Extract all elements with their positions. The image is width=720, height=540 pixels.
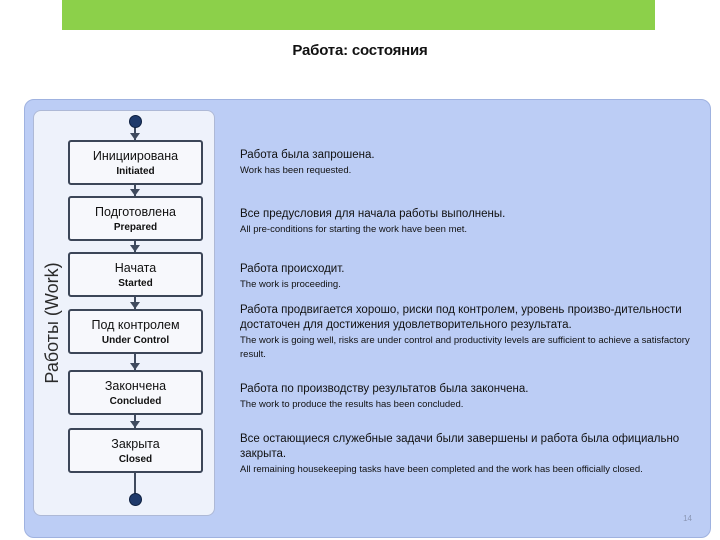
swimlane-label: Работы (Work) [42, 262, 62, 384]
state-description [240, 303, 690, 362]
state-name-ru: Начата [114, 261, 157, 275]
description-en: Work has been requested. [240, 165, 352, 176]
start-node-icon [129, 115, 142, 128]
state-name-ru: Инициирована [92, 149, 179, 163]
state-description [240, 382, 690, 412]
state-name-en: Closed [118, 454, 153, 465]
slide-title: Работа: состояния [292, 42, 428, 59]
end-node-icon [129, 493, 142, 506]
state-name-en: Initiated [116, 166, 155, 177]
state-name-en: Prepared [113, 222, 158, 233]
state-name-en: Concluded [109, 396, 162, 407]
description-ru: Работа по производству результатов была закончена. [240, 383, 529, 395]
description-ru: Работа продвигается хорошо, риски под контролем, уровень произво-дительности достаточен для достижения удовлетворительного результата. [240, 304, 682, 331]
state-under-control [68, 309, 203, 354]
description-en: The work is going well, risks are under control and productivity levels are sufficient to achieve a satisfactory result. [240, 335, 690, 360]
arrow-icon [130, 363, 140, 370]
state-initiated [68, 140, 203, 185]
description-en: The work is proceeding. [240, 279, 341, 290]
arrow-icon [130, 421, 140, 428]
state-name-ru: Под контролем [91, 318, 180, 332]
description-ru: Все остающиеся служебные задачи были завершены и работа была официально закрыта. [240, 433, 680, 460]
state-name-ru: Подготовлена [95, 205, 176, 219]
description-en: All remaining housekeeping tasks have been completed and the work has been officially closed. [240, 464, 643, 475]
arrow-icon [130, 302, 140, 309]
state-concluded [68, 370, 203, 415]
description-ru: Работа была запрошена. [240, 149, 375, 161]
state-name-ru: Закрыта [111, 437, 160, 451]
state-name-en: Under Control [101, 335, 170, 346]
state-closed [68, 428, 203, 473]
description-en: The work to produce the results has been concluded. [240, 399, 464, 410]
state-name-en: Started [118, 278, 153, 289]
state-description [240, 148, 690, 178]
arrow-icon [130, 189, 140, 196]
state-description [240, 432, 690, 477]
description-en: All pre-conditions for starting the work have been met. [240, 224, 468, 235]
description-ru: Работа происходит. [240, 263, 345, 275]
state-description [240, 207, 690, 237]
state-name-ru: Закончена [104, 379, 167, 393]
top-accent-bar [62, 0, 655, 30]
arrow-icon [130, 133, 140, 140]
arrow-icon [130, 245, 140, 252]
page-number: 14 [683, 514, 692, 523]
description-ru: Все предусловия для начала работы выполнены. [240, 208, 506, 220]
state-started [68, 252, 203, 297]
state-prepared [68, 196, 203, 241]
state-description [240, 262, 690, 292]
